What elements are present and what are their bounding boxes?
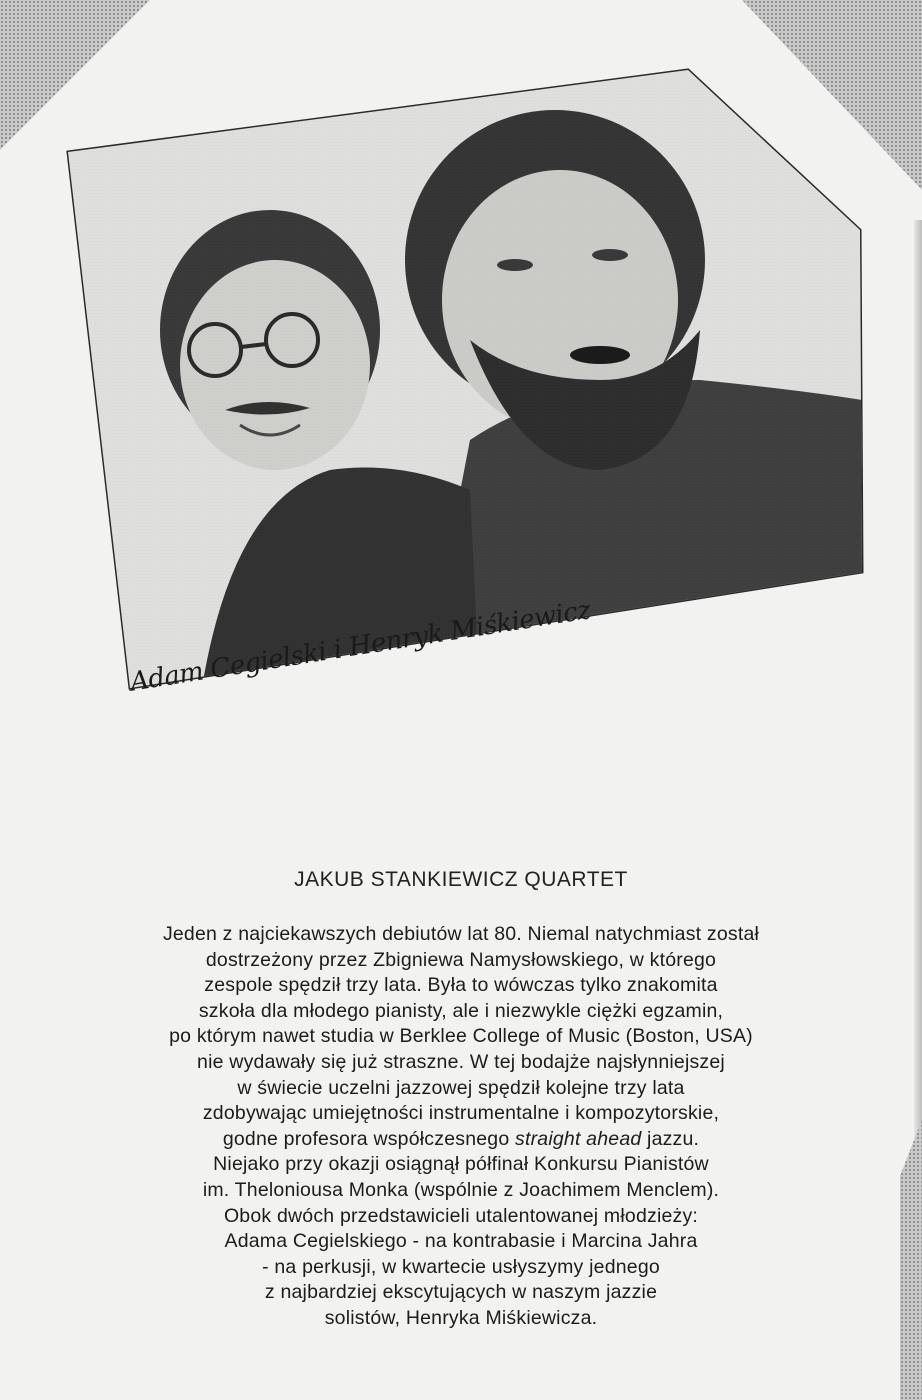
body-line: Jeden z najciekawszych debiutów lat 80. Niemal natychmiast został (162, 923, 760, 945)
photo-caption-handwritten: Adam Cegielski i Henryk Miśkiewicz (128, 595, 593, 698)
article-body (30, 922, 892, 1332)
body-line: szkoła dla młodego pianisty, ale i niezwykle ciężki egzamin, (198, 999, 724, 1022)
body-line: Niejako przy okazji osiągnął półfinał Konkursu Pianistów (213, 1153, 709, 1176)
photo-corner-mount-bottom-right (900, 1120, 922, 1400)
body-line-part: godne profesora współczesnego (222, 1127, 510, 1150)
body-line: im. Theloniousa Monka (wspólnie z Joachimem Menclem). (202, 1178, 720, 1201)
body-line: w świecie uczelni jazzowej spędził kolejne trzy lata (237, 1076, 685, 1099)
body-line: zdobywając umiejętności instrumentalne i kompozytorskie, (202, 1102, 720, 1125)
body-line: po którym nawet studia w Berklee College of Music (Boston, USA) (169, 1025, 753, 1048)
body-line: zespole spędził trzy lata. Była to wówczas tylko znakomita (204, 974, 718, 997)
body-line: dostrzeżony przez Zbigniewa Namysłowskiego, w którego (205, 948, 717, 971)
body-line-with-italic (30, 1127, 892, 1153)
article-heading: JAKUB STANKIEWICZ QUARTET (294, 868, 628, 891)
body-line: Obok dwóch przedstawicieli utalentowanej młodzieży: (223, 1204, 699, 1227)
body-line: z najbardziej ekscytujących w naszym jazzie (264, 1281, 658, 1304)
italic-phrase: straight ahead (515, 1127, 642, 1150)
body-line: nie wydawały się już straszne. W tej bodajże najsłynniejszej (197, 1050, 725, 1073)
body-line: Adama Cegielskiego - na kontrabasie i Marcina Jahra (224, 1230, 698, 1253)
body-line: - na perkusji, w kwartecie usłyszymy jednego (262, 1255, 660, 1278)
body-line-part: jazzu. (647, 1127, 700, 1150)
body-line: solistów, Henryka Miśkiewicza. (324, 1306, 598, 1329)
